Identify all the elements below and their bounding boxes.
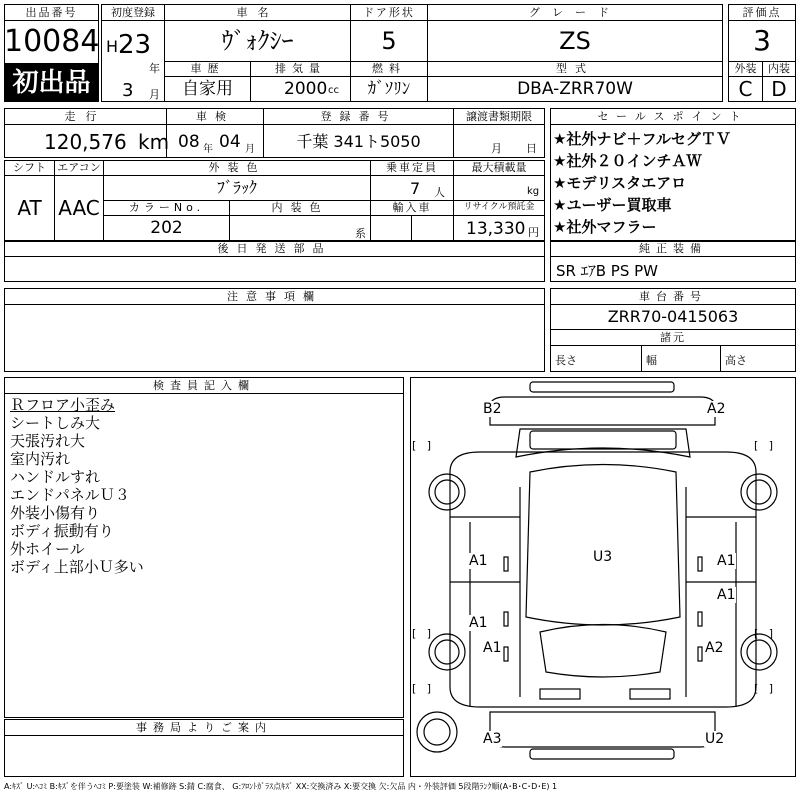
damage-mark: B2 <box>483 401 502 417</box>
inspector-line: ボディ振動有り <box>10 522 114 540</box>
recycle: 13,330 <box>466 219 526 239</box>
damage-mark: A1 <box>483 640 502 656</box>
inspector-line: 外ホイール <box>10 540 85 558</box>
inspector-line: エンドパネルＵ３ <box>10 486 130 504</box>
damage-mark: U3 <box>593 549 613 565</box>
inspector-line: シートしみ大 <box>10 414 101 432</box>
notes-box <box>4 304 545 372</box>
recycle-unit: 円 <box>528 226 539 239</box>
fuel-label: 燃料 <box>372 62 406 75</box>
lot-number: 10084 <box>4 24 100 59</box>
shift-label: シフト <box>13 161 46 174</box>
import-label: 輸入車 <box>392 201 432 214</box>
model: DBA-ZRR70W <box>517 79 633 99</box>
chassis-title: 車台番号 <box>639 290 707 303</box>
later-parts-box <box>4 256 545 282</box>
max-load-unit: kg <box>527 186 540 197</box>
max-load-label: 最大積載量 <box>471 161 527 174</box>
grade-label: グレード <box>529 6 621 19</box>
doors: 5 <box>381 27 397 55</box>
sales-point-item: ★社外２０インチＡＷ <box>553 152 702 170</box>
sales-point-item: ★モデリスタエアロ <box>553 174 687 192</box>
damage-mark: A3 <box>483 731 502 747</box>
displacement: 2000 <box>284 79 328 99</box>
bracket-placeholder: [ ] <box>412 627 432 640</box>
office-box <box>4 735 404 777</box>
sales-point-item: ★社外ナビ＋フルセグＴＶ <box>553 130 731 148</box>
inspector-line: 室内汚れ <box>10 450 71 468</box>
damage-mark: A1 <box>717 587 736 603</box>
first-reg-label: 初度登録 <box>111 6 155 19</box>
ac: AAC <box>58 196 100 220</box>
chassis: ZRR70-0415063 <box>607 307 739 326</box>
int-label: 内装 <box>768 62 790 75</box>
car-name-label: 車名 <box>236 6 279 19</box>
mileage-unit: km <box>138 130 170 154</box>
door-label: ドア形状 <box>363 6 415 19</box>
damage-mark: A1 <box>717 553 736 569</box>
era-letter: H <box>106 37 119 56</box>
damage-mark: A1 <box>469 615 488 631</box>
sales-points-title: セールスポイント <box>597 110 749 123</box>
length-label: 長さ <box>555 354 577 367</box>
reg-no-label: 登録番号 <box>320 110 397 123</box>
office-title: 事務局よりご案内 <box>136 721 272 734</box>
int-grade: D <box>771 77 787 101</box>
insp-year: 08 <box>178 132 200 152</box>
import-box-a <box>370 215 412 241</box>
inspector-line: Ｒフロア小歪み <box>10 396 116 414</box>
inspector-line: ボディ上部小Ｕ多い <box>10 558 144 576</box>
dimensions-title: 諸元 <box>660 331 686 344</box>
diagram-marks <box>410 377 796 777</box>
damage-mark: U2 <box>705 731 725 747</box>
interior-color-label: 内装色 <box>271 201 329 214</box>
mileage: 120,576 <box>44 130 127 154</box>
bracket-placeholder: [ ] <box>412 439 432 452</box>
bracket-placeholder: [ ] <box>754 682 774 695</box>
inspector-title: 検査員記入欄 <box>153 379 255 392</box>
inspector-line: 天張汚れ大 <box>10 432 86 450</box>
capacity-label: 乗車定員 <box>386 161 438 174</box>
color-no: 202 <box>150 218 183 238</box>
score-label: 評価点 <box>742 6 782 19</box>
ext-label: 外装 <box>734 62 757 75</box>
notes-title: 注意事項欄 <box>227 290 322 303</box>
transfer-month-unit: 月 <box>491 142 502 155</box>
transfer-label: 譲渡書類期限 <box>466 110 532 123</box>
recycle-label: リサイクル預託金 <box>463 202 535 212</box>
reg-month: 3 <box>122 80 134 101</box>
car-name: ｳﾞｫｸｼｰ <box>221 27 294 55</box>
year-unit: 年 <box>149 62 160 75</box>
damage-mark: A1 <box>469 553 488 569</box>
month-unit: 月 <box>149 88 160 101</box>
shift: AT <box>17 196 42 220</box>
insp-month-unit: 月 <box>245 144 255 155</box>
sales-point-item: ★ユーザー買取車 <box>553 196 672 214</box>
reg-no: 千葉 341ト5050 <box>296 132 421 151</box>
displacement-label: 排気量 <box>275 62 326 75</box>
fuel: ｶﾞｿﾘﾝ <box>367 79 411 99</box>
inspector-line: 外装小傷有り <box>10 504 101 522</box>
transfer-day-unit: 日 <box>526 142 537 155</box>
history-label: 車歴 <box>190 62 225 75</box>
capacity-unit: 人 <box>434 186 445 199</box>
color-no-label: カラーNo. <box>128 201 205 214</box>
sales-points-list <box>553 128 793 238</box>
capacity: 7 <box>410 179 421 198</box>
sales-point-item: ★社外マフラー <box>553 218 657 236</box>
inspector-list <box>10 396 400 576</box>
score: 3 <box>753 24 771 57</box>
color-label: 外装色 <box>208 161 266 174</box>
legend: A:ｷｽﾞ U:ﾍｺﾐ B:ｷｽﾞを伴うﾍｺﾐ P:要塗装 W:補修跡 S:錆 C:腐食、 G:ﾌﾛﾝﾄｶﾞﾗｽ点ｷｽﾞ XX:交換済み X:要交換 欠:欠品 内・外装評価 5段階ﾗﾝｸ順(A･B･C･D･E) 1 <box>4 782 558 791</box>
import-box-b <box>411 215 454 241</box>
mileage-label: 走行 <box>64 110 107 123</box>
color: ﾌﾞﾗｯｸ <box>216 178 257 197</box>
damage-mark: A2 <box>707 401 726 417</box>
genuine-equipment-title: 純正装備 <box>639 242 707 255</box>
bracket-placeholder: [ ] <box>754 627 774 640</box>
width-label: 幅 <box>646 354 657 367</box>
first-listing-badge: 初出品 <box>4 64 99 102</box>
model-label: 型式 <box>556 62 594 75</box>
interior-color-box <box>229 215 371 241</box>
bracket-placeholder: [ ] <box>754 439 774 452</box>
insp-month: 04 <box>219 132 241 152</box>
bracket-placeholder: [ ] <box>412 682 432 695</box>
ac-label: エアコン <box>57 161 101 174</box>
history: 自家用 <box>182 79 233 99</box>
reg-year: 23 <box>118 30 152 60</box>
ext-grade: C <box>738 77 753 101</box>
inspection-label: 車検 <box>196 110 234 123</box>
interior-color-suffix: 系 <box>355 227 366 240</box>
insp-year-unit: 年 <box>203 144 213 155</box>
grade: ZS <box>559 27 591 55</box>
genuine-equipment: SR ｴｱB PS PW <box>556 262 658 280</box>
displacement-unit: cc <box>328 85 339 96</box>
inspector-line: ハンドルすれ <box>10 468 101 486</box>
lot-label: 出品番号 <box>25 6 78 19</box>
damage-mark: A2 <box>705 640 724 656</box>
height-label: 高さ <box>725 354 747 367</box>
later-parts-title: 後日発送部品 <box>217 242 332 255</box>
